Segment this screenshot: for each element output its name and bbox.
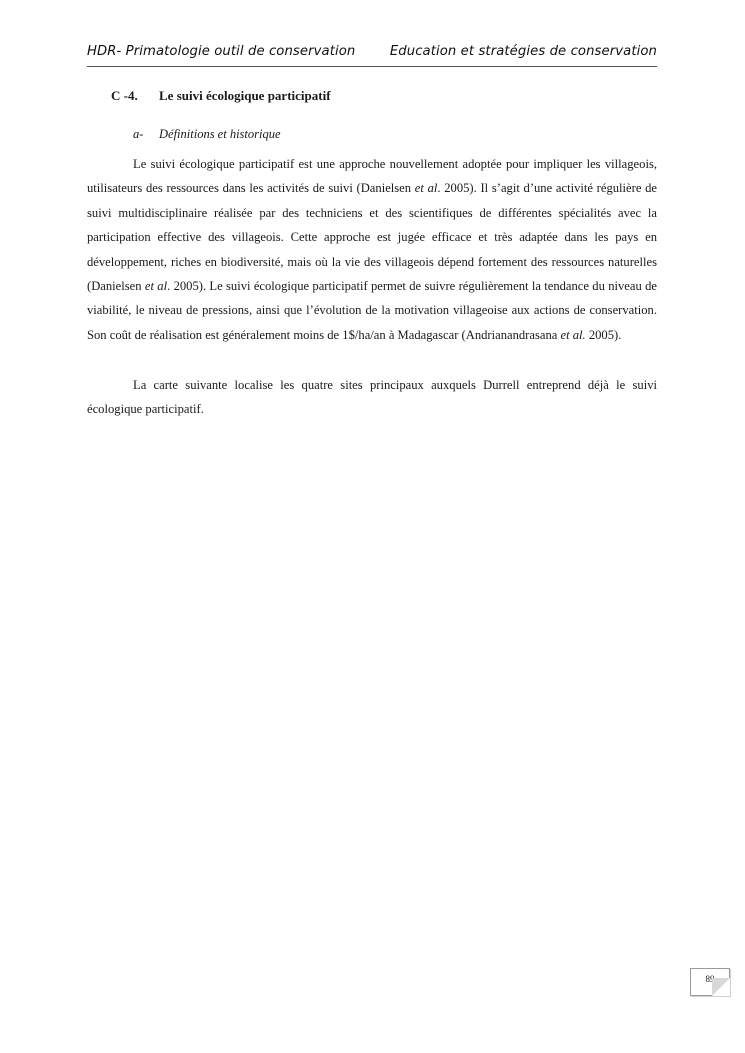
page-number: 89 [705,974,715,984]
paragraph-1-italic-a: et al [414,181,438,196]
paragraph-1-italic-b: et al [144,279,168,294]
header-left-title: HDR- Primatologie outil de conservation [87,44,356,59]
subsection-heading [133,127,281,142]
paragraph-1-text-b: . 2005). Il s’agit d’une activité régulière de suivi multidisciplinaire réalisée par des techniciens et des scientifiques de différentes spécialités avec la participation effective des villageois. Cette approche est jugée efficace et très adaptée dans les pays en développement, riches en biodiversité, mais où la vie des villageois dépend fortement des ressources naturelles (Danielsen [87,181,657,294]
paragraph-1-italic-c: et al. [560,327,586,342]
subsection-title: Définitions et historique [159,127,281,141]
body-paragraph-1 [87,152,657,347]
section-heading [111,88,331,104]
paragraph-1-text-d: 2005). [585,327,622,342]
page-curl-icon [712,978,730,996]
section-title: Le suivi écologique participatif [159,88,331,103]
section-number: C -4. [111,88,138,103]
body-paragraph-2: La carte suivante localise les quatre sites principaux auxquels Durrell entreprend déjà le suivi écologique participatif. [87,378,657,417]
paragraph-1-text-a: Le suivi écologique participatif est une approche nouvellement adoptée pour impliquer les villageois, utilisateurs des ressources dans les activités de suivi (Danielsen [87,157,657,196]
running-header [87,42,657,67]
subsection-letter: a- [133,127,144,141]
header-right-title: Education et stratégies de conservation [389,44,657,59]
paragraph-1-text-c: . 2005). Le suivi écologique participatif permet de suivre régulièrement la tendance du niveau de viabilité, le niveau de pressions, ainsi que l’évolution de la motivation villageoise aux actions de conservation. Son coût de réalisation est généralement moins de 1$/ha/an à Madagascar (Andrianandrasana [87,279,657,342]
page-number-box [690,968,730,996]
